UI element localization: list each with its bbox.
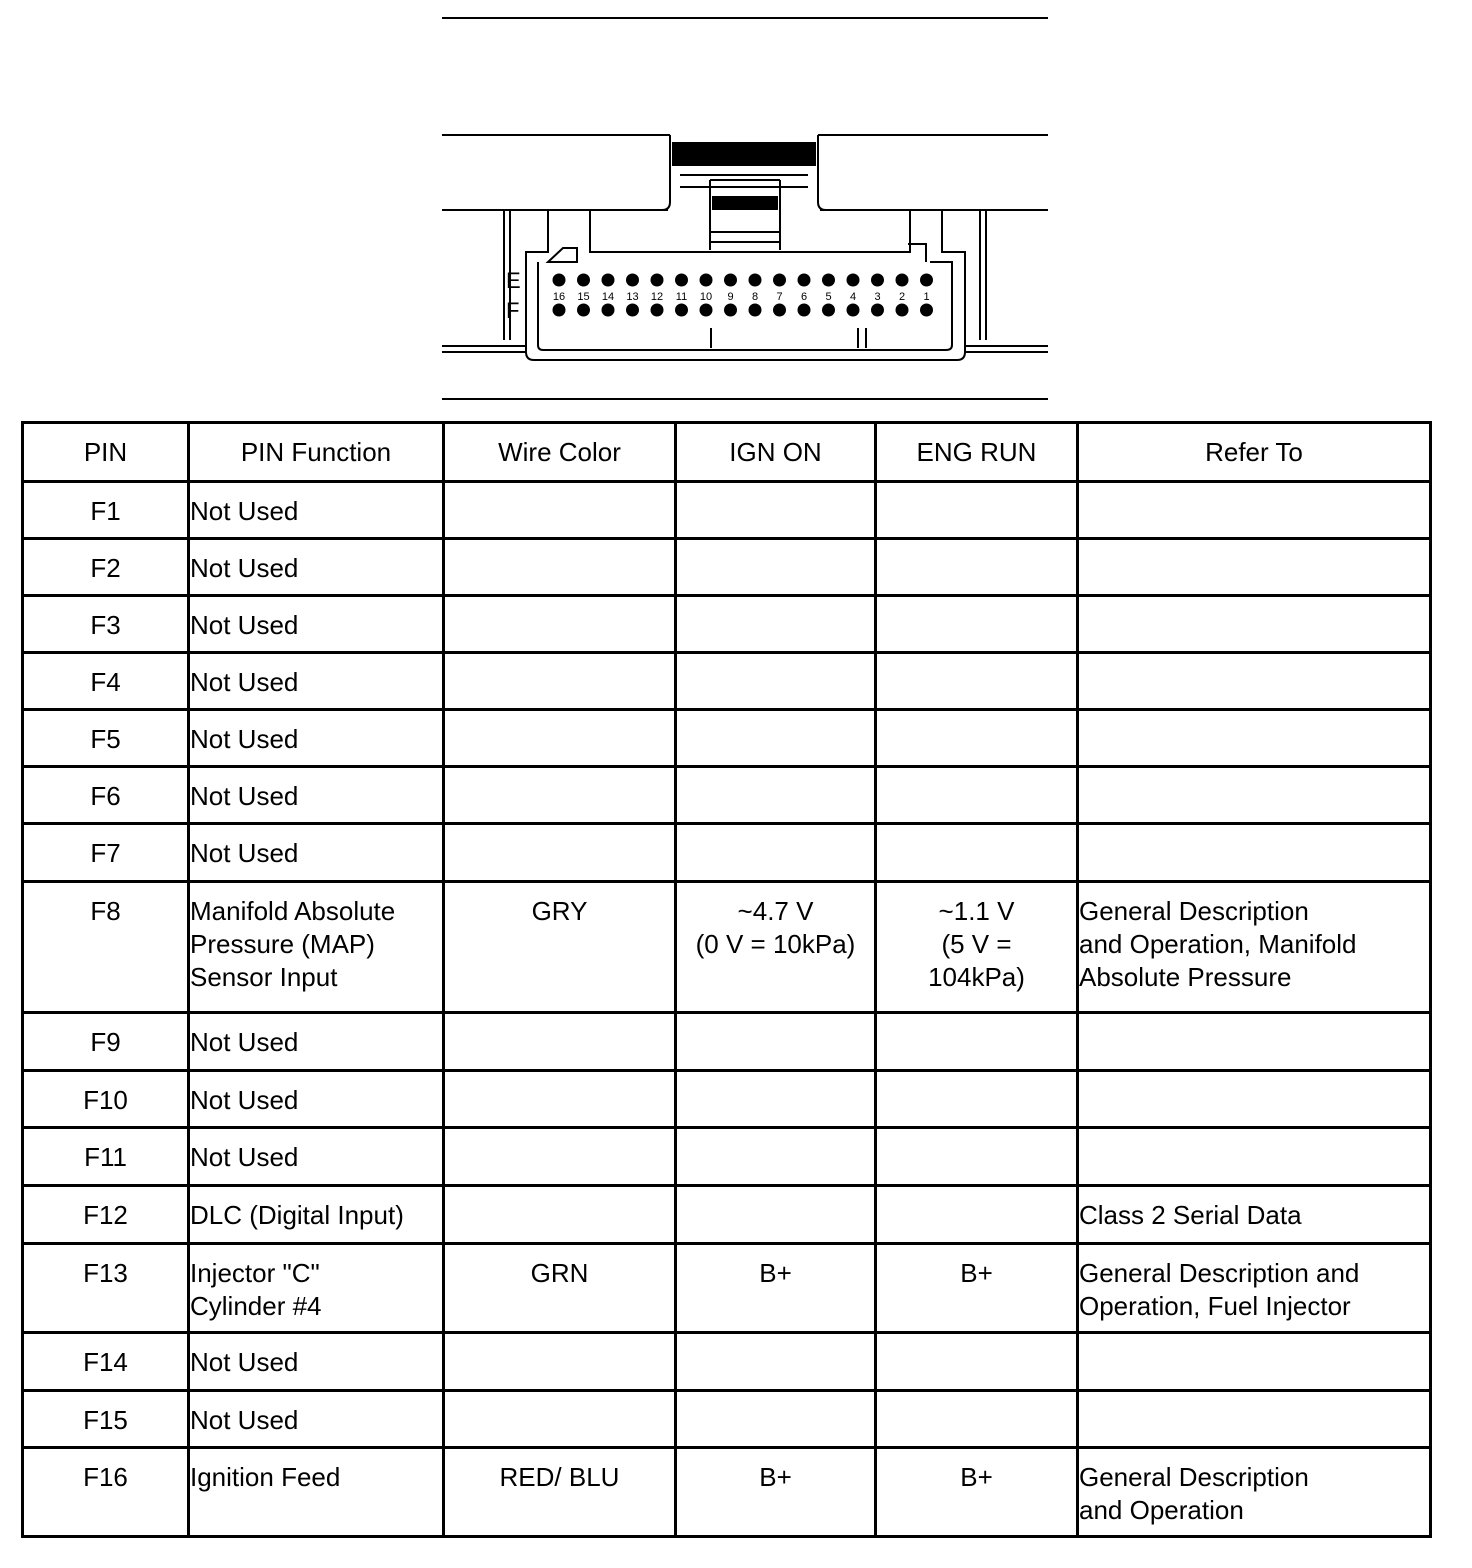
eng-run-cell	[876, 1391, 1078, 1448]
pin-cell: F10	[23, 1071, 189, 1128]
pin-function-cell-line: Ignition Feed	[190, 1462, 341, 1492]
pin-number-label: 6	[800, 291, 808, 303]
eng-run-cell	[876, 1071, 1078, 1128]
pin-cell: F1	[23, 482, 189, 539]
refer-to-cell	[1078, 1186, 1431, 1244]
eng-run-cell	[876, 767, 1078, 824]
pin-e-11-dot	[798, 274, 811, 287]
header-pin-function: PIN Function	[189, 423, 444, 482]
refer-to-cell-line: General Description and	[1079, 1258, 1360, 1288]
pin-e-6-dot	[675, 274, 688, 287]
pin-function-cell	[189, 1071, 444, 1128]
refer-to-cell	[1078, 539, 1431, 596]
table-row	[23, 596, 1431, 653]
pin-function-cell	[189, 1244, 444, 1333]
eng-run-cell	[876, 1244, 1078, 1333]
refer-to-cell-line: General Description	[1079, 896, 1309, 926]
pin-function-cell-line: Manifold Absolute	[190, 896, 396, 926]
pin-number-label: 10	[699, 291, 713, 303]
pin-cell: F5	[23, 710, 189, 767]
pin-number-label: 14	[601, 291, 615, 303]
wire-color-cell	[444, 1391, 676, 1448]
wire-color-cell: GRN	[444, 1244, 676, 1333]
refer-to-cell	[1078, 1128, 1431, 1186]
header-row	[23, 423, 1431, 482]
pin-function-cell-line: Not Used	[190, 1347, 299, 1377]
ign-on-cell	[676, 1448, 876, 1537]
pin-function-cell-line: Sensor Input	[190, 962, 338, 992]
table-row	[23, 539, 1431, 596]
pin-function-cell-line: Not Used	[190, 838, 299, 868]
table-row	[23, 710, 1431, 767]
table-row	[23, 1244, 1431, 1333]
eng-run-cell	[876, 539, 1078, 596]
wire-color-cell: RED/ BLU	[444, 1448, 676, 1537]
wire-color-cell	[444, 1333, 676, 1391]
pin-e-14-dot	[871, 274, 884, 287]
refer-to-cell-line: General Description	[1079, 1462, 1309, 1492]
header-eng-run: ENG RUN	[876, 423, 1078, 482]
header-refer-to: Refer To	[1078, 423, 1431, 482]
pin-function-cell	[189, 710, 444, 767]
pin-number-label: 7	[776, 291, 783, 303]
ign-on-cell	[676, 653, 876, 710]
pin-cell: F4	[23, 653, 189, 710]
ign-on-cell-line: B+	[759, 1462, 792, 1492]
pin-function-cell-line: Not Used	[190, 1405, 299, 1435]
wire-color-cell	[444, 1071, 676, 1128]
wire-color-cell	[444, 710, 676, 767]
table-row	[23, 1333, 1431, 1391]
pin-function-cell	[189, 824, 444, 882]
eng-run-cell-line: B+	[960, 1462, 993, 1492]
pin-function-cell-line: Not Used	[190, 781, 299, 811]
pin-function-cell-line: Not Used	[190, 610, 299, 640]
pin-function-cell-line: Not Used	[190, 496, 299, 526]
pin-table-body	[23, 482, 1431, 1537]
pin-number-label: 1	[923, 291, 930, 303]
row-letter-f: F	[506, 298, 520, 323]
eng-run-cell-line: ~1.1 V	[938, 896, 1015, 926]
wire-color-cell: GRY	[444, 882, 676, 1013]
pin-function-cell-line: Injector "C"	[190, 1258, 320, 1288]
wire-color-cell	[444, 653, 676, 710]
refer-to-cell	[1078, 767, 1431, 824]
pin-function-cell	[189, 1391, 444, 1448]
connector-diagram	[0, 0, 1472, 410]
pin-function-cell	[189, 1186, 444, 1244]
pin-f-8-dot	[724, 304, 737, 317]
pin-f-5-dot	[651, 304, 664, 317]
pin-number-label: 12	[650, 291, 664, 303]
pin-function-cell	[189, 596, 444, 653]
table-row	[23, 653, 1431, 710]
refer-to-cell	[1078, 1071, 1431, 1128]
eng-run-cell-line: B+	[960, 1258, 993, 1288]
ign-on-cell	[676, 539, 876, 596]
pin-function-cell	[189, 539, 444, 596]
eng-run-cell	[876, 596, 1078, 653]
pin-function-cell	[189, 1448, 444, 1537]
pin-e-9-dot	[749, 274, 762, 287]
pin-cell: F3	[23, 596, 189, 653]
ign-on-cell	[676, 824, 876, 882]
wire-color-cell	[444, 1128, 676, 1186]
header-pin: PIN	[23, 423, 189, 482]
pin-cell: F14	[23, 1333, 189, 1391]
pin-function-cell-line: DLC (Digital Input)	[190, 1200, 404, 1230]
pin-f-2-dot	[577, 304, 590, 317]
refer-to-cell	[1078, 596, 1431, 653]
pin-e-1-dot	[553, 274, 566, 287]
refer-to-cell	[1078, 653, 1431, 710]
pin-function-cell	[189, 482, 444, 539]
wire-color-cell	[444, 1013, 676, 1071]
pin-f-11-dot	[798, 304, 811, 317]
pin-f-9-dot	[749, 304, 762, 317]
pin-cell: F12	[23, 1186, 189, 1244]
ign-on-cell	[676, 1128, 876, 1186]
table-row	[23, 482, 1431, 539]
pin-cell: F8	[23, 882, 189, 1013]
pin-f-4-dot	[626, 304, 639, 317]
eng-run-cell	[876, 882, 1078, 1013]
refer-to-cell	[1078, 824, 1431, 882]
pin-cell: F6	[23, 767, 189, 824]
eng-run-cell	[876, 1186, 1078, 1244]
refer-to-cell	[1078, 1013, 1431, 1071]
ign-on-cell	[676, 482, 876, 539]
pin-table	[21, 421, 1432, 1538]
pin-function-cell	[189, 767, 444, 824]
pin-function-cell	[189, 1128, 444, 1186]
wire-color-cell	[444, 767, 676, 824]
pin-function-cell	[189, 882, 444, 1013]
table-row	[23, 1186, 1431, 1244]
ign-on-cell	[676, 882, 876, 1013]
refer-to-cell-line: Operation, Fuel Injector	[1079, 1291, 1351, 1321]
pin-function-cell-line: Not Used	[190, 667, 299, 697]
table-row	[23, 882, 1431, 1013]
ign-on-cell	[676, 1013, 876, 1071]
pin-cell: F9	[23, 1013, 189, 1071]
pin-e-3-dot	[602, 274, 615, 287]
ign-on-cell-line: ~4.7 V	[737, 896, 814, 926]
pin-cell: F2	[23, 539, 189, 596]
pin-function-cell-line: Pressure (MAP)	[190, 929, 375, 959]
pin-number-label: 11	[675, 291, 688, 303]
row-letter-e: E	[506, 268, 521, 293]
pin-f-12-dot	[822, 304, 835, 317]
pin-number-label: 4	[849, 291, 857, 303]
pin-e-7-dot	[700, 274, 713, 287]
pin-function-cell-line: Not Used	[190, 1085, 299, 1115]
pin-f-16-dot	[920, 304, 933, 317]
eng-run-cell-line: 104kPa)	[928, 962, 1025, 992]
ign-on-cell	[676, 1333, 876, 1391]
table-row	[23, 1013, 1431, 1071]
table-row	[23, 1391, 1431, 1448]
ign-on-cell	[676, 710, 876, 767]
refer-to-cell	[1078, 882, 1431, 1013]
pin-f-7-dot	[700, 304, 713, 317]
table-row	[23, 767, 1431, 824]
refer-to-cell-line: Absolute Pressure	[1079, 962, 1292, 992]
pin-f-10-dot	[773, 304, 786, 317]
pin-e-16-dot	[920, 274, 933, 287]
pin-e-10-dot	[773, 274, 786, 287]
pin-function-cell	[189, 653, 444, 710]
refer-to-cell	[1078, 1333, 1431, 1391]
refer-to-cell-line: and Operation, Manifold	[1079, 929, 1357, 959]
table-row	[23, 1128, 1431, 1186]
wire-color-cell	[444, 824, 676, 882]
latch-bar-top	[672, 142, 816, 166]
pin-function-cell-line: Not Used	[190, 553, 299, 583]
refer-to-cell	[1078, 1244, 1431, 1333]
pin-function-cell	[189, 1013, 444, 1071]
eng-run-cell	[876, 1333, 1078, 1391]
table-row	[23, 1448, 1431, 1537]
pin-function-cell-line: Not Used	[190, 724, 299, 754]
pin-f-13-dot	[847, 304, 860, 317]
eng-run-cell	[876, 482, 1078, 539]
pin-number-label: 16	[552, 291, 566, 303]
eng-run-cell	[876, 824, 1078, 882]
pin-f-1-dot	[553, 304, 566, 317]
pin-number-label: 3	[874, 291, 881, 303]
pin-e-13-dot	[847, 274, 860, 287]
refer-to-cell	[1078, 482, 1431, 539]
pin-cell: F7	[23, 824, 189, 882]
pin-cell: F11	[23, 1128, 189, 1186]
eng-run-cell	[876, 1448, 1078, 1537]
pin-f-3-dot	[602, 304, 615, 317]
pin-cell: F15	[23, 1391, 189, 1448]
eng-run-cell	[876, 1128, 1078, 1186]
wire-color-cell	[444, 539, 676, 596]
pin-e-8-dot	[724, 274, 737, 287]
wire-color-cell	[444, 1186, 676, 1244]
header-wire-color: Wire Color	[444, 423, 676, 482]
pin-f-15-dot	[896, 304, 909, 317]
pin-function-cell-line: Cylinder #4	[190, 1291, 322, 1321]
eng-run-cell	[876, 710, 1078, 767]
table-row	[23, 824, 1431, 882]
latch-bar-inner	[712, 196, 778, 210]
pin-function-cell-line: Not Used	[190, 1142, 299, 1172]
pin-number-label: 15	[577, 291, 590, 303]
wire-color-cell	[444, 596, 676, 653]
pin-e-15-dot	[896, 274, 909, 287]
eng-run-cell	[876, 653, 1078, 710]
ign-on-cell	[676, 1391, 876, 1448]
pin-e-5-dot	[651, 274, 664, 287]
refer-to-cell	[1078, 1448, 1431, 1537]
pin-e-4-dot	[626, 274, 639, 287]
ign-on-cell-line: B+	[759, 1258, 792, 1288]
pin-number-label: 2	[898, 291, 906, 303]
ign-on-cell	[676, 767, 876, 824]
wire-color-cell	[444, 482, 676, 539]
pin-f-6-dot	[675, 304, 688, 317]
pin-cell: F13	[23, 1244, 189, 1333]
pin-cell: F16	[23, 1448, 189, 1537]
header-ign-on: IGN ON	[676, 423, 876, 482]
ign-on-cell	[676, 1186, 876, 1244]
pin-function-cell-line: Not Used	[190, 1027, 299, 1057]
refer-to-cell	[1078, 1391, 1431, 1448]
pin-number-label: 8	[751, 291, 759, 303]
pin-function-cell	[189, 1333, 444, 1391]
eng-run-cell	[876, 1013, 1078, 1071]
pin-number-label: 13	[626, 291, 639, 303]
pin-number-label: 5	[825, 291, 832, 303]
refer-to-cell-line: and Operation	[1079, 1495, 1244, 1525]
pin-group	[553, 274, 934, 349]
pin-f-14-dot	[871, 304, 884, 317]
ign-on-cell-line: (0 V = 10kPa)	[695, 929, 856, 959]
eng-run-cell-line: (5 V =	[941, 929, 1012, 959]
ign-on-cell	[676, 596, 876, 653]
pin-e-12-dot	[822, 274, 835, 287]
ign-on-cell	[676, 1071, 876, 1128]
table-row	[23, 1071, 1431, 1128]
refer-to-cell-line: Class 2 Serial Data	[1079, 1200, 1302, 1230]
pin-number-label: 9	[727, 291, 734, 303]
refer-to-cell	[1078, 710, 1431, 767]
pin-e-2-dot	[577, 274, 590, 287]
ign-on-cell	[676, 1244, 876, 1333]
